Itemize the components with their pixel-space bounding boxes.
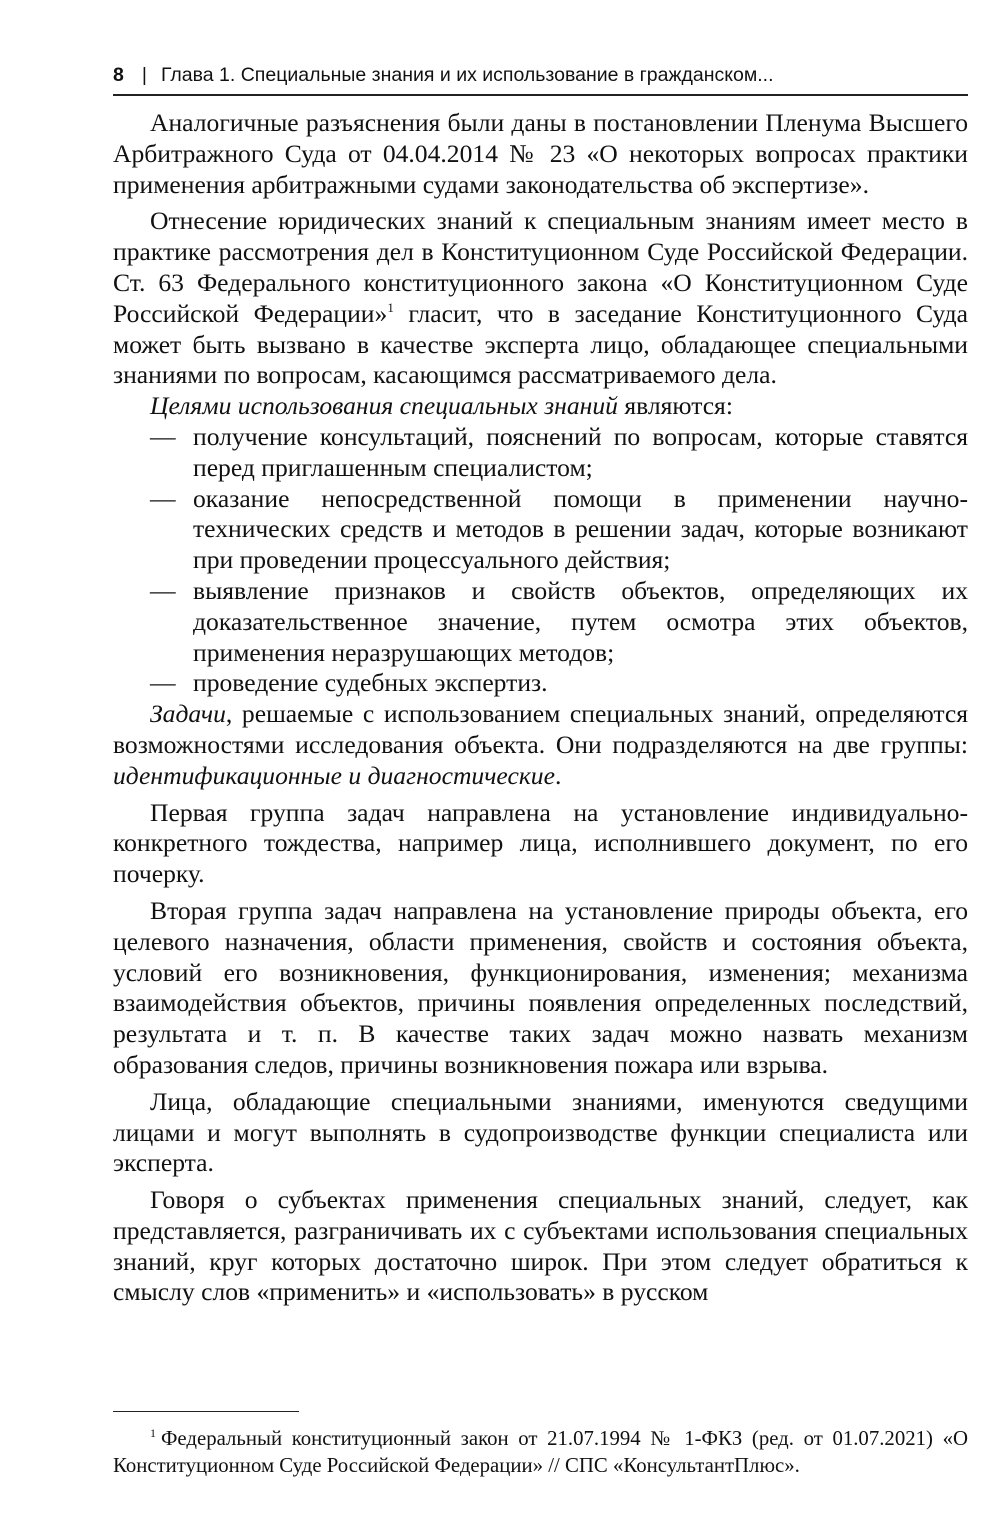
footnote-rule	[113, 1411, 299, 1412]
dash-marker: —	[150, 421, 176, 451]
dash-marker: —	[150, 483, 176, 513]
paragraph-arbitration: Аналогичные разъяснения были даны в постановлении Пленума Высшего Арбитражного Суда от 04.04.2014 № 23 «О некоторых вопросах практики применения арбитражными судами законодательства об экспертизе».	[113, 108, 968, 199]
list-item-text: оказание непосредственной помощи в применении научно-технических средств и методов в решении задач, которые возникают при проведении процессуального действия;	[193, 483, 968, 575]
paragraph-goals-intro	[113, 391, 968, 422]
paragraph-text: , решаемые с использованием специальных знаний, определяются возможностями исследования объекта. Они подразделяются на две группы:	[113, 699, 968, 759]
dash-marker: —	[150, 668, 176, 698]
list-item	[113, 576, 968, 668]
paragraph-constitutional-court	[113, 206, 968, 391]
paragraph-text: гласит, что в заседание Конституционного Суда может быть вызвано в качестве эксперта лицо, обладающее специальными знаниями по вопросам, касающимся рассматриваемого дела.	[113, 298, 969, 390]
paragraph-subjects: Говоря о субъектах применения специальных знаний, следует, как представляется, разграничивать их с субъектами использования специальных знаний, круг которых достаточно широк. При этом следует обратиться к смыслу слов «применить» и «использовать» в русском	[113, 1185, 968, 1307]
list-item	[113, 668, 968, 699]
paragraph-text: являются:	[617, 391, 733, 421]
header-separator: |	[141, 64, 147, 86]
italic-term: идентификационные и диагностические	[113, 760, 555, 790]
page-number: 8	[113, 64, 124, 86]
paragraph-text: Отнесение юридических знаний к специальным знаниям имеет место в практике рассмотрения дел в Конституционном Суде Российской Федерации. Ст. 63 Федерального конституционного закона «О Конституционном Суде Российской Федерации»	[113, 206, 968, 328]
header-rule	[113, 94, 968, 96]
dash-marker: —	[150, 575, 176, 605]
list-item-text: получение консультаций, пояснений по вопросам, которые ставятся перед приглашенным специалистом;	[193, 421, 968, 482]
list-item	[113, 422, 968, 484]
list-item	[113, 484, 968, 576]
paragraph-knowledgeable-persons: Лица, обладающие специальными знаниями, именуются сведущими лицами и могут выполнять в судопроизводстве функции специалиста или эксперта.	[113, 1086, 968, 1178]
paragraph-first-group: Первая группа задач направлена на установление индивидуально-конкретного тождества, например лица, исполнившего документ, по его почерку.	[113, 797, 968, 889]
footnote	[113, 1425, 968, 1479]
main-text	[113, 108, 968, 1308]
paragraph-tasks	[113, 699, 968, 791]
list-item-text: проведение судебных экспертиз.	[193, 668, 548, 698]
paragraph-second-group: Вторая группа задач направлена на установление природы объекта, его целевого назначения, области применения, свойств и состояния объекта, условий его возникновения, функционирования, изменения; механизма взаимодействия объектов, причины появления определенных последствий, результата и т. п. В качестве таких задач можно назвать механизм образования следов, причины возникновения пожара или взрыва.	[113, 895, 968, 1079]
paragraph-text: .	[554, 760, 562, 790]
footnote-text: Федеральный конституционный закон от 21.07.1994 № 1-ФКЗ (ред. от 01.07.2021) «О Конституционном Суде Российской Федерации» // СПС «КонсультантПлюс».	[113, 1427, 968, 1477]
chapter-title: Глава 1. Специальные знания и их использование в гражданском...	[160, 64, 774, 86]
list-item-text: выявление признаков и свойств объектов, определяющих их доказательственное значение, путем осмотра этих объектов, применения неразрушающих методов;	[193, 575, 968, 667]
italic-term: Задачи	[150, 699, 226, 729]
italic-term: Целями использования специальных знаний	[150, 391, 618, 421]
running-header	[113, 58, 968, 92]
footnote-marker: 1	[150, 1426, 156, 1440]
goals-list	[113, 422, 968, 699]
footnote-reference[interactable]: 1	[387, 299, 394, 315]
